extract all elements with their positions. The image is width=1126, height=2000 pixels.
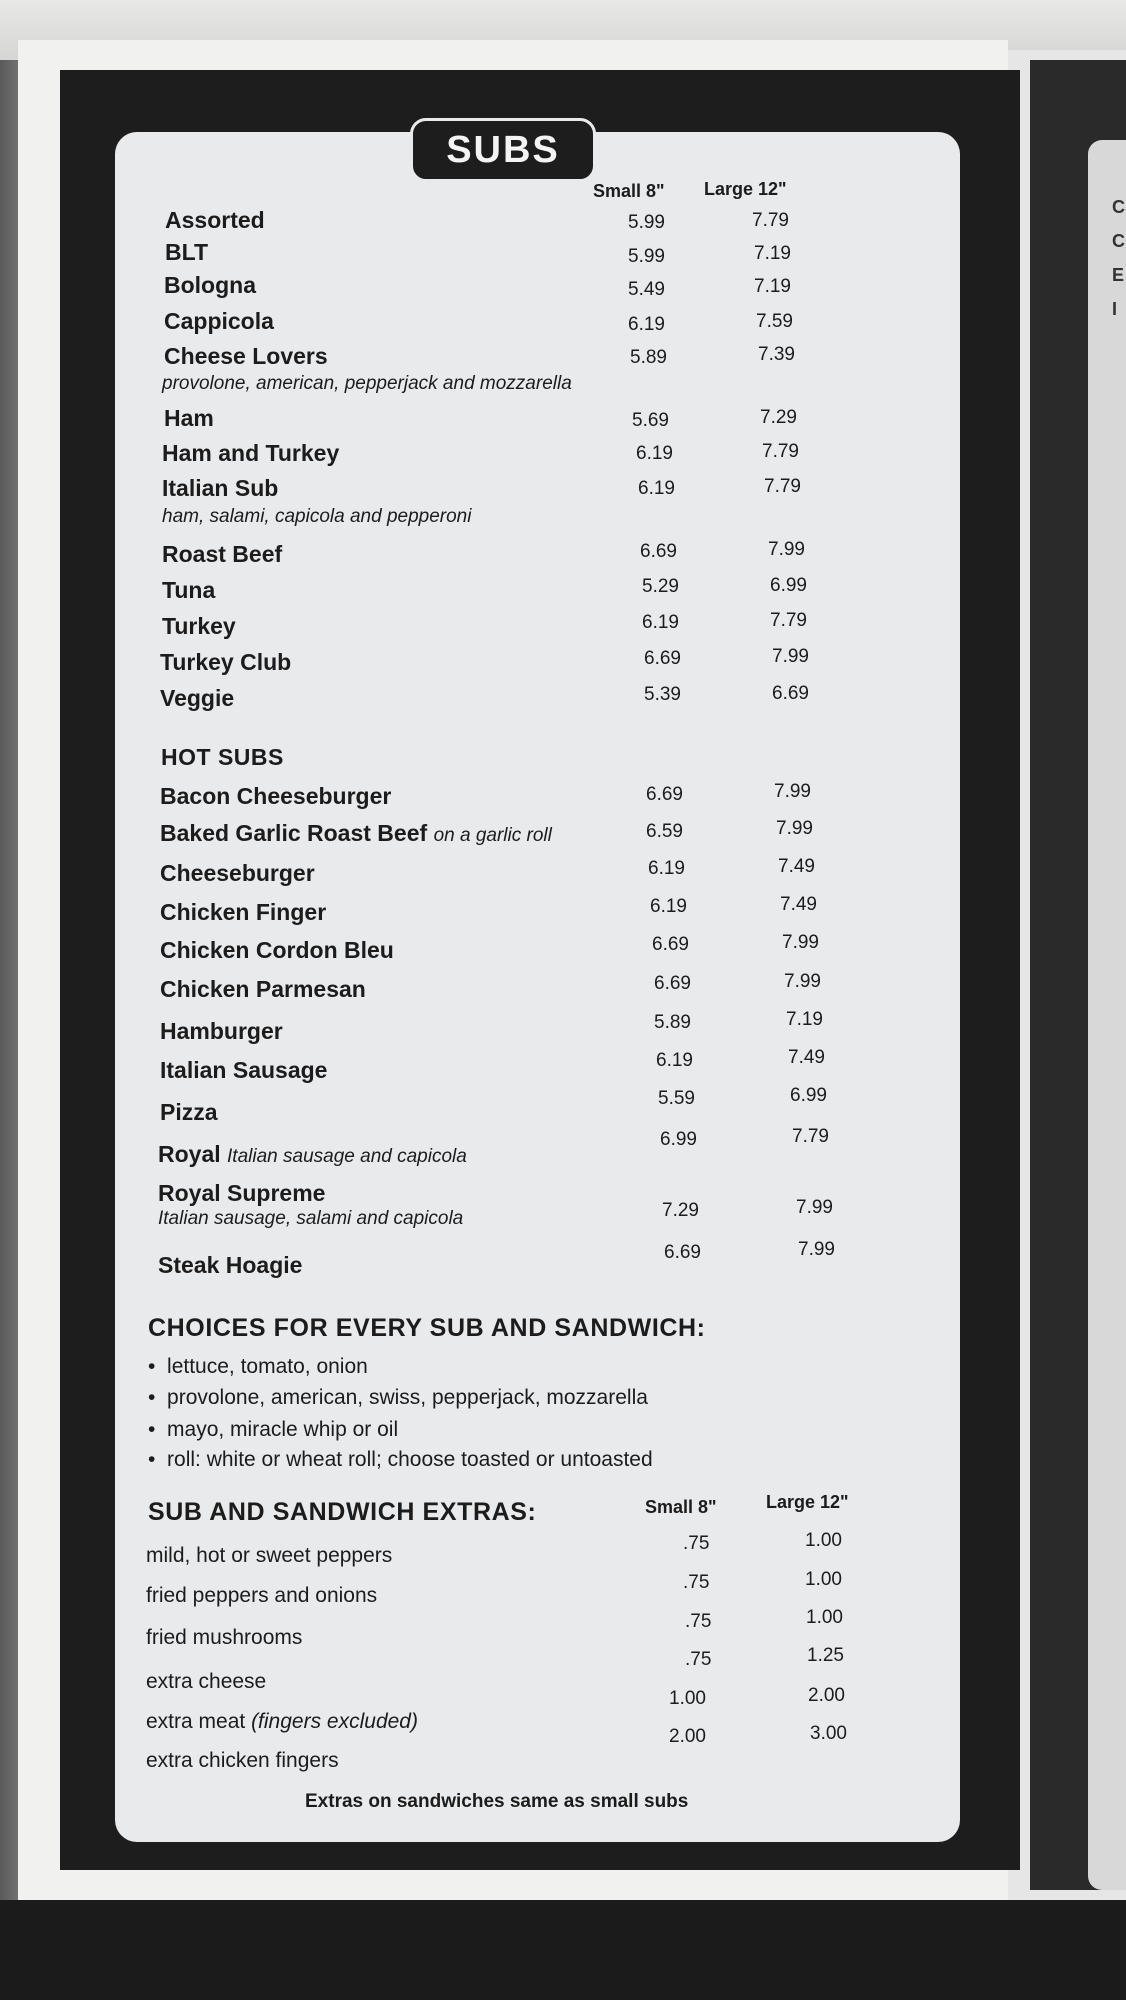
- menu-item-price-small: 6.69: [640, 541, 677, 562]
- table-surface: [0, 1900, 1126, 2000]
- menu-item-price-large: 7.49: [778, 856, 815, 877]
- menu-item-price-large: 7.79: [792, 1126, 829, 1147]
- menu-item-price-large: 7.99: [784, 971, 821, 992]
- menu-item-name-with-note: [160, 820, 552, 847]
- extra-item-name: extra meat: [146, 1710, 246, 1733]
- menu-item-name: Baked Garlic Roast Beef: [160, 820, 428, 846]
- menu-item-price-large: 7.99: [798, 1239, 835, 1260]
- menu-item-name: BLT: [165, 239, 209, 265]
- choice-text: lettuce, tomato, onion: [167, 1355, 368, 1378]
- menu-item-price-large: 6.99: [770, 575, 807, 596]
- menu-item-price-large: 7.49: [788, 1047, 825, 1068]
- menu-item-name: Italian Sub: [162, 475, 279, 501]
- choice-bullet: • provolone, american, swiss, pepperjack, mozzarella: [148, 1386, 648, 1409]
- menu-item-description: ham, salami, capicola and pepperoni: [162, 506, 472, 527]
- menu-item-inline-description: Italian sausage and capicola: [227, 1146, 467, 1167]
- menu-item-price-large: 7.99: [796, 1197, 833, 1218]
- extra-price-small: 1.00: [669, 1688, 706, 1709]
- extra-price-small: .75: [685, 1611, 712, 1632]
- menu-item-name: Ham: [164, 405, 214, 431]
- menu-item-price-small: 6.69: [664, 1242, 701, 1263]
- menu-item-price-large: 7.19: [754, 243, 791, 264]
- menu-item-price-small: 5.59: [658, 1088, 695, 1109]
- menu-item-price-large: 7.79: [770, 610, 807, 631]
- menu-item-name: Chicken Cordon Bleu: [160, 937, 394, 963]
- menu-item-name: Bologna: [164, 272, 256, 298]
- menu-item-price-large: 7.99: [772, 646, 809, 667]
- menu-item-name: Turkey Club: [160, 649, 292, 675]
- extras-col-header-large: Large 12": [766, 1492, 849, 1512]
- menu-item-name: Tuna: [162, 577, 216, 603]
- menu-item-price-small: 5.99: [628, 246, 665, 267]
- extra-price-small: .75: [685, 1649, 712, 1670]
- menu-item-price-large: 7.99: [776, 818, 813, 839]
- menu-item-price-large: 7.99: [782, 932, 819, 953]
- extra-item-name: fried peppers and onions: [146, 1584, 378, 1607]
- menu-item-description: provolone, american, pepperjack and mozzarella: [162, 373, 572, 394]
- extra-item-name-with-note: [146, 1710, 418, 1734]
- menu-item-price-large: 7.99: [774, 781, 811, 802]
- extra-price-large: 3.00: [810, 1723, 847, 1744]
- menu-item-price-small: 5.49: [628, 279, 665, 300]
- menu-item-name: Chicken Finger: [160, 899, 327, 925]
- menu-item-price-small: 6.19: [628, 314, 665, 335]
- menu-item-name: Cheese Lovers: [164, 343, 328, 369]
- menu-item-name: Assorted: [165, 207, 265, 233]
- col-header-small: Small 8": [593, 181, 665, 201]
- menu-item-name-with-note: [158, 1141, 467, 1168]
- menu-item-name: Cheeseburger: [160, 860, 315, 886]
- extra-price-small: .75: [683, 1572, 710, 1593]
- menu-item-price-small: 6.59: [646, 821, 683, 842]
- extra-price-large: 1.00: [806, 1607, 843, 1628]
- menu-item-price-small: 5.89: [630, 347, 667, 368]
- extra-item-name: fried mushrooms: [146, 1626, 303, 1649]
- extra-price-large: 1.00: [805, 1530, 842, 1551]
- menu-item-name: Hamburger: [160, 1018, 283, 1044]
- menu-item-price-small: 6.69: [646, 784, 683, 805]
- adjacent-letter: C: [1112, 231, 1125, 251]
- menu-item-price-large: 7.19: [786, 1009, 823, 1030]
- col-header-large: Large 12": [704, 179, 787, 199]
- menu-item-price-small: 5.29: [642, 576, 679, 597]
- adjacent-menu-card: [1088, 140, 1126, 1890]
- extra-price-large: 2.00: [808, 1685, 845, 1706]
- menu-item-price-large: 7.29: [760, 407, 797, 428]
- adjacent-menu-letters: [1112, 190, 1126, 326]
- extra-item-name: mild, hot or sweet peppers: [146, 1544, 393, 1567]
- menu-item-name: Steak Hoagie: [158, 1252, 303, 1278]
- menu-item-price-small: 5.39: [644, 684, 681, 705]
- menu-item-price-large: 6.99: [790, 1085, 827, 1106]
- menu-item-name: Royal Supreme: [158, 1180, 326, 1206]
- extra-item-name: extra chicken fingers: [146, 1749, 339, 1772]
- menu-item-price-small: 6.19: [636, 443, 673, 464]
- menu-item-price-small: 6.19: [642, 612, 679, 633]
- choice-text: roll: white or wheat roll; choose toasted or untoasted: [167, 1448, 653, 1471]
- hot-subs-heading: HOT SUBS: [161, 744, 284, 770]
- subs-title-badge: SUBS: [410, 118, 596, 182]
- menu-item-name: Roast Beef: [162, 541, 283, 567]
- menu-item-price-small: 7.29: [662, 1200, 699, 1221]
- menu-item-price-small: 5.69: [632, 410, 669, 431]
- extras-col-header-small: Small 8": [645, 1497, 717, 1517]
- extra-price-large: 1.25: [807, 1645, 844, 1666]
- menu-item-price-small: 5.99: [628, 212, 665, 233]
- adjacent-letter: I: [1112, 299, 1118, 319]
- menu-item-price-large: 7.59: [756, 311, 793, 332]
- menu-item-price-small: 6.19: [650, 896, 687, 917]
- extra-item-name: extra cheese: [146, 1670, 267, 1693]
- choice-text: provolone, american, swiss, pepperjack, mozzarella: [167, 1386, 648, 1409]
- extras-footnote: Extras on sandwiches same as small subs: [305, 1791, 689, 1812]
- menu-item-price-large: 6.69: [772, 683, 809, 704]
- menu-item-price-small: 6.19: [648, 858, 685, 879]
- menu-item-name: Ham and Turkey: [162, 440, 340, 466]
- menu-item-price-small: 6.69: [654, 973, 691, 994]
- menu-item-price-small: 6.69: [644, 648, 681, 669]
- menu-item-name: Veggie: [160, 685, 235, 711]
- menu-item-price-small: 6.99: [660, 1129, 697, 1150]
- menu-item-name: Royal: [158, 1141, 221, 1167]
- extra-price-small: 2.00: [669, 1726, 706, 1747]
- extra-price-small: .75: [683, 1533, 710, 1554]
- adjacent-letter: C: [1112, 197, 1125, 217]
- menu-item-inline-description: on a garlic roll: [433, 825, 552, 846]
- choices-heading: CHOICES FOR EVERY SUB AND SANDWICH:: [148, 1314, 706, 1342]
- menu-item-price-large: 7.49: [780, 894, 817, 915]
- menu-item-price-large: 7.79: [752, 210, 789, 231]
- menu-item-description: Italian sausage, salami and capicola: [158, 1208, 464, 1229]
- extra-price-large: 1.00: [805, 1569, 842, 1590]
- extras-heading: SUB AND SANDWICH EXTRAS:: [148, 1498, 537, 1526]
- menu-item-name: Cappicola: [164, 308, 274, 334]
- menu-item-name: Turkey: [162, 613, 236, 639]
- menu-item-price-large: 7.39: [758, 344, 795, 365]
- menu-item-name: Chicken Parmesan: [160, 976, 366, 1002]
- extra-item-note: (fingers excluded): [251, 1710, 418, 1733]
- choice-text: mayo, miracle whip or oil: [167, 1418, 399, 1441]
- menu-item-price-large: 7.79: [762, 441, 799, 462]
- menu-item-price-large: 7.99: [768, 539, 805, 560]
- menu-item-price-small: 6.19: [656, 1050, 693, 1071]
- menu-item-name: Pizza: [160, 1099, 218, 1125]
- adjacent-letter: E: [1112, 265, 1125, 285]
- choice-bullet: • mayo, miracle whip or oil: [148, 1418, 399, 1441]
- menu-item-price-small: 6.19: [638, 478, 675, 499]
- choice-bullet: • roll: white or wheat roll; choose toasted or untoasted: [148, 1448, 653, 1471]
- menu-item-price-large: 7.79: [764, 476, 801, 497]
- menu-item-price-large: 7.19: [754, 276, 791, 297]
- menu-item-name: Italian Sausage: [160, 1057, 328, 1083]
- menu-item-price-small: 6.69: [652, 934, 689, 955]
- choice-bullet: • lettuce, tomato, onion: [148, 1355, 368, 1378]
- menu-item-name: Bacon Cheeseburger: [160, 783, 392, 809]
- menu-item-price-small: 5.89: [654, 1012, 691, 1033]
